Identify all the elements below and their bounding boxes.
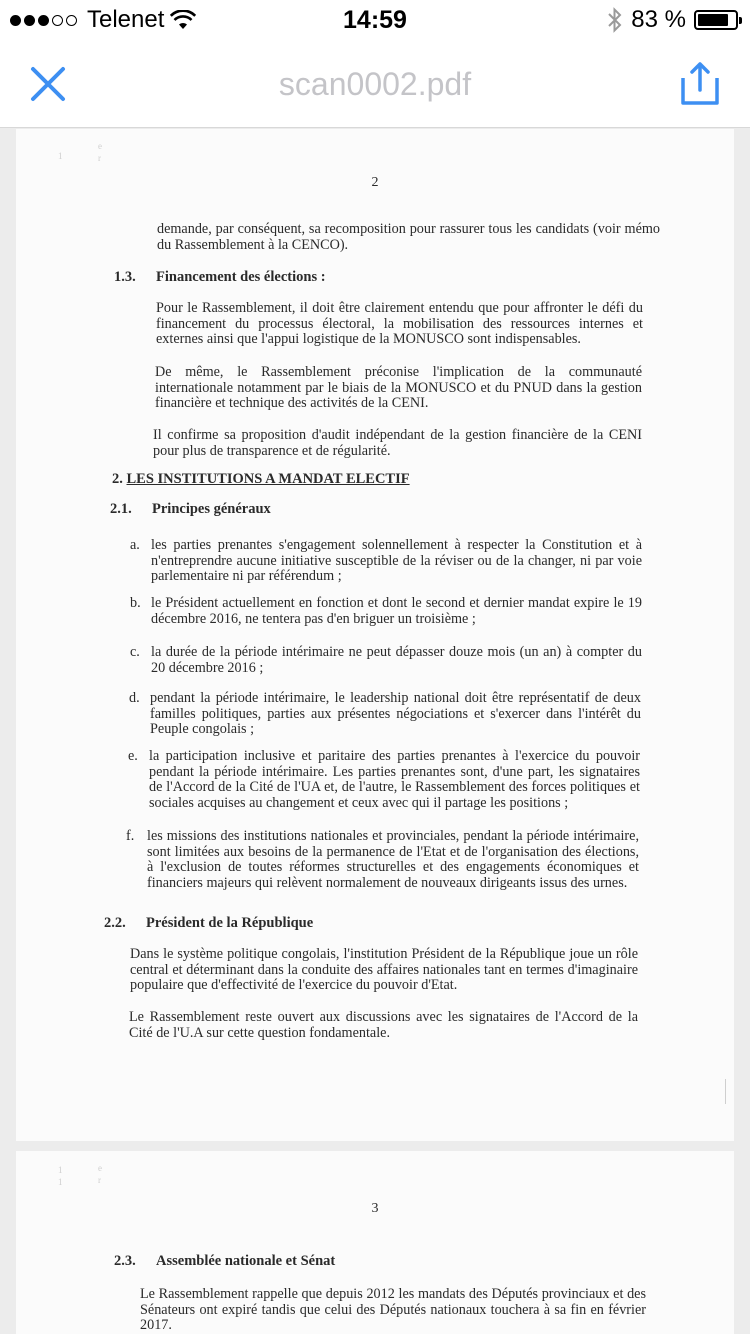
clock: 14:59 <box>343 6 407 34</box>
section-title: Président de la République <box>146 915 314 931</box>
section-number: 2.2. <box>104 915 126 931</box>
list-item-label: c. <box>130 644 140 660</box>
list-item-text: les missions des institutions nationales et provinciales, pendant la période intérimaire, sont limitées aux besoins de la permanence de l'Etat et de l'organisation des élections, à l'exclusion de toutes réformes structurelles et des engagements économiques et financiers majeurs qui relèvent normalement de nouveaux dirigeants issus des urnes. <box>147 828 639 891</box>
status-bar <box>0 0 750 40</box>
status-right <box>607 6 738 34</box>
list-item-label: e. <box>128 748 138 764</box>
list-item <box>128 748 640 811</box>
section-title: Financement des élections : <box>156 269 326 285</box>
paragraph: Dans le système politique congolais, l'institution Président de la République joue un rôle central et déterminant dans la conduite des affaires nationales tant en termes d'imaginaire populaire que d'effectivité de l'exercice du pouvoir d'Etat. <box>130 946 638 993</box>
share-icon <box>678 60 722 108</box>
carrier-name: Telenet <box>87 6 165 33</box>
list-item-text: la participation inclusive et paritaire des parties prenantes à l'exercice du pouvoir pendant la période intérimaire. Les parties prenantes sont, d'une part, les signataires de l'Accord de la Cité de l'UA et, de l'autre, le Rassemblement des forces politiques et sociales acquises au changement et ceux avec qui il partage les positions ; <box>149 748 640 811</box>
scan-artifact: 1 e r 1 <box>58 1163 102 1187</box>
paragraph: demande, par conséquent, sa recomposition pour rassurer tous les candidats (voir mémo du Rassemblement à la CENCO). <box>157 221 660 253</box>
page-number: 3 <box>371 1201 379 1216</box>
document-title: scan0002.pdf <box>278 66 472 102</box>
paragraph: De même, le Rassemblement préconise l'implication de la communauté internationale notamment par le biais de la MONUSCO et du PNUD dans la gestion financière et technique des activités de la CENI. <box>155 364 642 411</box>
battery-level <box>698 14 728 26</box>
list-item <box>130 537 642 585</box>
section-heading <box>114 1254 335 1270</box>
list-item-label: f. <box>126 828 135 844</box>
list-item-text: les parties prenantes s'engagement solennellement à respecter la Constitution et à n'entreprendre aucune initiative susceptible de la réviser ou de la changer, ni par voie parlementaire ni par référendum ; <box>151 537 642 584</box>
list-item <box>130 595 642 627</box>
paragraph: Le Rassemblement rappelle que depuis 2012 les mandats des Députés provinciaux et des Sénateurs ont expiré tandis que celui des Députés nationaux touchera à sa fin en février 2017. <box>140 1286 646 1333</box>
navigation-bar <box>0 40 750 128</box>
section-number: 1.3. <box>114 269 136 285</box>
page-number: 2 <box>371 175 379 190</box>
pdf-page <box>16 1151 734 1334</box>
section-heading <box>114 270 326 286</box>
section-number: 2. <box>112 471 123 487</box>
list-item-text: le Président actuellement en fonction et dont le second et dernier mandat expire le 19 décembre 2016, ne tentera pas d'en briguer un troisième ; <box>151 595 642 627</box>
paragraph: Pour le Rassemblement, il doit être clairement entendu que pour affronter le défi du financement du processus électoral, la mobilisation des ressources internes et externes ainsi que l'appui logistique de la MONUSCO sont indispensables. <box>156 300 643 347</box>
pdf-viewer[interactable] <box>0 129 750 1334</box>
pdf-page <box>16 129 734 1141</box>
section-heading <box>112 472 410 488</box>
bluetooth-icon <box>607 7 623 33</box>
list-item <box>129 690 641 738</box>
battery-icon <box>694 10 738 30</box>
scan-artifact: 1 e r <box>58 141 102 163</box>
list-item <box>126 828 639 891</box>
list-item <box>130 644 642 676</box>
list-item-label: a. <box>130 537 140 553</box>
list-item-text: la durée de la période intérimaire ne peut dépasser douze mois (un an) à compter du 20 décembre 2016 ; <box>151 644 642 676</box>
list-item-label: d. <box>129 690 140 706</box>
list-item-text: pendant la période intérimaire, le leadership national doit être représentatif de deux familles politiques, parties aux présentes négociations et s'exercer dans l'intérêt du Peuple congolais ; <box>150 690 641 737</box>
section-number: 2.3. <box>114 1253 136 1269</box>
section-heading <box>104 916 313 932</box>
list-item-label: b. <box>130 595 141 611</box>
paragraph: Il confirme sa proposition d'audit indépendant de la gestion financière de la CENI pour plus de transparence et de régularité. <box>153 427 642 459</box>
battery-percent: 83 % <box>631 6 686 33</box>
section-title: Principes généraux <box>152 501 271 517</box>
scan-edge-artifact <box>725 1079 726 1104</box>
section-title: Assemblée nationale et Sénat <box>156 1253 336 1269</box>
section-heading <box>110 502 271 518</box>
section-title: LES INSTITUTIONS A MANDAT ELECTIF <box>126 471 410 487</box>
paragraph: Le Rassemblement reste ouvert aux discussions avec les signataires de l'Accord de la Cité de l'U.A sur cette question fondamentale. <box>129 1009 638 1041</box>
section-number: 2.1. <box>110 501 132 517</box>
share-button[interactable] <box>678 60 722 108</box>
